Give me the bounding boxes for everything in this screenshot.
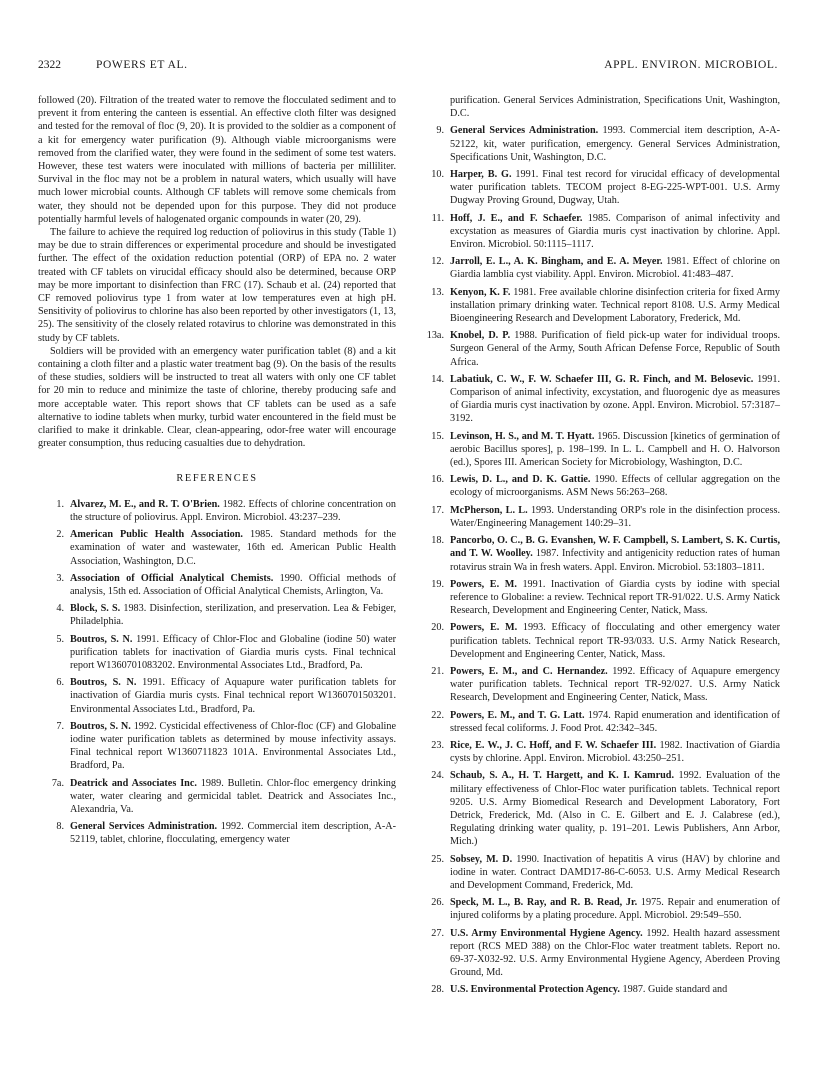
reference-authors: Deatrick and Associates Inc. (70, 777, 197, 789)
reference-text: 1993. Commercial item description, A-A-52122, kit, water purification, emergency. General Services Administration, Specifications Unit, Washington, D.C. (450, 125, 780, 163)
reference-text: 1985. Comparison of animal infectivity and excystation as measures of Giardia muris cyst inactivation by chlorine. Appl. Environ. Microbiol. 50:1115–1117. (450, 212, 781, 251)
reference-item (38, 602, 396, 628)
references-heading: REFERENCES (176, 473, 258, 485)
reference-text: 1983. Disinfection, sterilization, and preservation. Lea & Febiger, Philadelphia. (70, 603, 396, 628)
reference-text: 1992. Efficacy of Aquapure emergency water purification tablets. Technical report TR-92/027. U.S. Army Natick Research, Development and Engineering Center, Natick, Mass. (450, 665, 780, 704)
reference-number: 21. (431, 665, 444, 677)
reference-item (418, 373, 780, 426)
reference-authors: Jarroll, E. L., A. K. Bingham, and E. A. Meyer. (450, 256, 663, 268)
reference-authors: U.S. Army Environmental Hygiene Agency. (450, 927, 643, 939)
reference-text: 1975. Repair and enumeration of injured coliforms by a plating procedure. Appl. Microbiol. 29:549–550. (450, 897, 780, 922)
reference-item (38, 572, 396, 598)
reference-authors: Levinson, H. S., and M. T. Hyatt. (450, 430, 595, 442)
reference-authors: Sobsey, M. D. (450, 853, 513, 865)
reference-authors: Rice, E. W., J. C. Hoff, and F. W. Schaefer III. (450, 739, 657, 751)
reference-item (418, 212, 780, 252)
reference-number: 13. (431, 286, 444, 298)
reference-authors: Powers, E. M., and C. Hernandez. (450, 665, 608, 677)
reference-number: 27. (431, 927, 444, 939)
page-header (38, 59, 778, 75)
reference-text: 1990. Effects of cellular aggregation on the ecology of microorganisms. ASM News 56:263–268. (450, 474, 781, 499)
page-number: 2322 (38, 59, 61, 71)
reference-item (38, 676, 396, 716)
reference-item (418, 430, 780, 470)
reference-number: 22. (431, 709, 444, 721)
reference-authors: McPherson, L. L. (450, 504, 528, 516)
reference-number: 8. (56, 821, 64, 833)
reference-number: 5. (56, 633, 64, 645)
reference-authors: Knobel, D. P. (450, 330, 511, 342)
journal-name: APPL. ENVIRON. MICROBIOL. (604, 59, 778, 71)
reference-item (418, 709, 780, 735)
reference-authors: Lewis, D. L., and D. K. Gattie. (450, 474, 591, 486)
reference-number: 14. (431, 373, 444, 385)
reference-text: 1992. Health hazard assessment report (RCS MED 388) on the Chlor-Floc water treatment tablets. Report no. 69-37-X032-92. U.S. Army Environmental Hygiene Agency, Aberdeen Proving Ground, Md. (450, 927, 780, 979)
body-paragraph: Soldiers will be provided with an emergency water purification tablet (8) and a kit containing a cloth filter and a plastic water treatment bag (9). On the basis of the results of these studies, soldiers will be instructed to treat all waters with only one CF tablet for 20 min to reduce and minimize the taste of chlorine, thereby producing safe and more acceptable water. This report shows that CF tablets can be used as a safe alternative to iodine tablets when murky, turbid water encountered in the field must be clarified to make it drinkable. Clear, clean-appearing, odor-free water will encourage greater consumption, thus reducing casualties due to dehydration. (38, 345, 396, 450)
reference-item (38, 720, 396, 773)
reference-number: 18. (431, 535, 444, 547)
reference-item (418, 983, 780, 996)
reference-number: 28. (431, 984, 444, 996)
reference-authors: Powers, E. M., and T. G. Latt. (450, 709, 585, 721)
reference-item (418, 504, 780, 530)
reference-text: 1989. Bulletin. Chlor-floc emergency drinking water, water clearing and germicidal tablet. Deatrick and Associates Inc., Alexandria, Va. (70, 777, 396, 815)
reference-item (38, 498, 396, 524)
reference-item (418, 665, 780, 705)
reference-text: 1987. Guide standard and (619, 984, 728, 996)
left-column (38, 94, 396, 851)
reference-authors: Boutros, S. N. (70, 677, 137, 689)
reference-text: 1981. Effect of chlorine on Giardia lamblia cyst viability. Appl. Environ. Microbiol. 41:483–487. (450, 256, 781, 281)
reference-number: 2. (56, 529, 64, 541)
reference-text: 1991. Efficacy of Aquapure water purification tablets for inactivation of Giardia muris cysts. Final technical report W1360701503201. Environmental Associates Ltd., Bradford, Pa. (70, 677, 396, 715)
reference-authors: Hoff, J. E., and F. Schaefer. (450, 212, 583, 224)
reference-text: 1990. Official methods of analysis, 15th ed. Association of Official Analytical Chemists, Arlington, Va. (70, 572, 396, 597)
reference-item (38, 528, 396, 568)
reference-number: 4. (56, 603, 64, 615)
reference-list-right (418, 124, 780, 996)
reference-text: 1993. Understanding ORP's role in the disinfection process. Water/Engineering Management 140:29–31. (450, 504, 780, 529)
reference-text: 1990. Inactivation of hepatitis A virus (HAV) by chlorine and iodine in water. Contract DAMD17-86-C-6053. U.S. Army Medical Research and Development Command, Frederick, Md. (450, 853, 780, 891)
reference-number: 3. (56, 572, 64, 584)
reference-number: 15. (431, 430, 444, 442)
reference-text: 1988. Purification of field pick-up water for individual troops. Surgeon General of the Army, South African Defense Force, Republic of South Africa. (450, 330, 780, 368)
reference-authors: Powers, E. M. (450, 578, 517, 590)
reference-text: 1993. Efficacy of flocculating and other emergency water purification tablets. Technical report TR-93/033. U.S. Army Natick Research, Development and Engineering Center, Natick, Mass. (450, 622, 781, 660)
reference-item (418, 473, 780, 499)
reference-authors: General Services Administration. (450, 125, 599, 137)
reference-text: 1992. Cysticidal effectiveness of Chlor-floc (CF) and Globaline iodine water purification tablets as determined by mouse infectivity assays. Final technical report W1360711823 101A. Environmental Associates Ltd., Bradford, Pa. (70, 720, 396, 772)
reference-text: 1992. Evaluation of the military effectiveness of Chlor-Floc water purification tablets. Technical report 9205. U.S. Army Biomedical Research and Development Laboratory, Fort Detrick, Frederick, Md. (Also in C. E. Gilbert and E. J. Calabrese (ed.), Regulating drinking water quality, p. 191–201. Lewis Publishers, Ann Arbor, Mich.) (450, 770, 780, 848)
reference-item (418, 927, 780, 980)
reference-item (418, 534, 780, 574)
reference-authors: General Services Administration. (70, 821, 218, 833)
reference-item (418, 168, 780, 208)
reference-number: 23. (431, 739, 444, 751)
reference-item (418, 769, 780, 848)
body-paragraph: The failure to achieve the required log reduction of poliovirus in this study (Table 1) may be due to strain differences or experimental procedure and should be investigated further. The effect of the oxidation reduction potential (ORP) of EPA no. 2 water treated with CF tablets on virucidal efficacy should also be determined, because ORP may be more important to disinfection than FRC (17). Schaub et al. (24) reported that CF removed poliovirus type 1 from water at low temperatures even at high pH. Sensitivity of poliovirus to chlorine has also been reported by other investigators (1, 13, 25). The sensitivity of the closely related rotavirus to chlorine was demonstrated in this study by CF tablets. (38, 227, 396, 344)
reference-item (418, 621, 780, 661)
reference-authors: Pancorbo, O. C., B. G. Evanshen, W. F. Campbell, S. Lambert, S. K. Curtis, and T. W. Woolley. (450, 535, 780, 560)
reference-item (418, 578, 780, 618)
reference-text: 1965. Discussion [kinetics of germination of aerobic Bacillus spores], p. 198–199. In L. L. Campbell and H. O. Halvorson (ed.), Spores III. American Society for Microbiology, Washington, D.C. (450, 430, 781, 469)
reference-item (418, 739, 780, 765)
reference-text: 1991. Comparison of animal infectivity, excystation, and fluorogenic dye as measures of Giardia muris cyst inactivation by ozone. Appl. Environ. Microbiol. 57:3187–3192. (450, 373, 780, 425)
reference-item (38, 820, 396, 846)
reference-item (418, 853, 780, 893)
reference-item (38, 777, 396, 817)
reference-number: 1. (56, 498, 64, 510)
reference-text: 1982. Effects of chlorine concentration on the structure of poliovirus. Appl. Environ. Microbiol. 43:237–239. (70, 498, 396, 523)
reference-authors: Association of Official Analytical Chemists. (70, 572, 274, 584)
reference-number: 16. (431, 474, 444, 486)
reference-list-left (38, 498, 396, 847)
reference-text: 1985. Standard methods for the examination of water and wastewater, 16th ed. American Public Health Association, Washington, D.C. (70, 529, 396, 567)
reference-authors: Alvarez, M. E., and R. T. O'Brien. (70, 498, 220, 510)
reference-number: 19. (431, 578, 444, 590)
reference-authors: Boutros, S. N. (70, 633, 133, 645)
reference-authors: Schaub, S. A., H. T. Hargett, and K. I. Kamrud. (450, 770, 675, 782)
reference-text: 1981. Free available chlorine disinfection criteria for fixed Army installation primary drinking water. Technical report 8108. U.S. Army Medical Bioengineering Research and Development Laboratory, Frederick, Md. (450, 286, 780, 325)
reference-text: 1974. Rapid enumeration and identification of stressed fecal coliforms. J. Food Prot. 42:342–345. (450, 709, 780, 734)
body-paragraph: followed (20). Filtration of the treated water to remove the flocculated sediment and to prevent it from entering the canteen is essential. An effective cloth filter was designed and tested for the removal of floc (9, 20). It is provided to the soldier as a component of a kit for emergency water purification (9). Although viable microorganisms were removed from the clarified water, they were found in the sediment of some test waters. However, these test waters were inoculated with millions of bacteria per milliliter. Survival in the floc may not be a problem in natural waters, which usually will have much lower microbial counts. Although CF tablets will remove some chemicals from water, they should not be depended upon for this purpose. They did not produce potentially harmful levels of halogenated organic compounds in water (20, 29). (38, 95, 396, 225)
reference-text: 1991. Efficacy of Chlor-Floc and Globaline (iodine 50) water purification tablets for inactivation of Giardia muris cysts. Final technical report W1360701083202. Environmental Associates Ltd., Bradford, Pa. (70, 633, 396, 671)
reference-authors: Speck, M. L., B. Ray, and R. B. Read, Jr. (450, 897, 638, 909)
reference-number: 17. (431, 504, 444, 516)
reference-authors: Kenyon, K. F. (450, 286, 511, 298)
reference-number: 12. (431, 256, 444, 268)
reference-number: 25. (431, 853, 444, 865)
reference-number: 11. (431, 212, 444, 224)
reference-number: 26. (431, 897, 444, 909)
reference-number: 13a. (426, 330, 444, 342)
reference-authors: Harper, B. G. (450, 169, 512, 181)
reference-authors: American Public Health Association. (70, 529, 243, 541)
reference-authors: Powers, E. M. (450, 622, 518, 634)
reference-authors: Labatiuk, C. W., F. W. Schaefer III, G. R. Finch, and M. Belosevic. (450, 373, 754, 385)
reference-item (38, 633, 396, 673)
reference-text: 1991. Inactivation of Giardia cysts by iodine with special reference to Globaline: a review. Technical report TR-91/022. U.S. Army Natick Research, Development and Engineering Center, Natick, Mass. (450, 578, 780, 617)
reference-authors: U.S. Environmental Protection Agency. (450, 984, 620, 996)
reference-number: 6. (56, 677, 64, 689)
reference-item (418, 329, 780, 369)
reference-text: 1987. Infectivity and antigenicity reduction rates of human rotavirus strain Wa in fresh waters. Appl. Environ. Microbiol. 53:1803–1811. (450, 548, 780, 573)
reference-number: 20. (431, 622, 444, 634)
reference-number: 10. (431, 169, 444, 181)
reference-number: 7. (56, 720, 64, 732)
reference-number: 9. (436, 125, 444, 137)
reference-text: 1991. Final test record for virucidal efficacy of developmental water purification tablets. TECOM project 8-EG-225-WPT-001. U.S. Army Dugway Proving Ground, Dugway, Utah. (450, 169, 780, 207)
reference-item (418, 286, 780, 326)
reference-item (418, 124, 780, 164)
reference-authors: Block, S. S. (70, 603, 121, 615)
running-head: POWERS ET AL. (96, 59, 188, 71)
reference-item (418, 896, 780, 922)
reference-authors: Boutros, S. N. (70, 720, 131, 732)
reference-number: 24. (431, 770, 444, 782)
reference-continuation: purification. General Services Administration, Specifications Unit, Washington, D.C. (450, 95, 780, 120)
reference-text: 1982. Inactivation of Giardia cysts by chlorine. Appl. Environ. Microbiol. 43:250–251. (450, 739, 780, 765)
right-column (418, 94, 780, 1001)
reference-text: 1992. Commercial item description, A-A-52119, tablet, chlorine, flocculating, emergency water (70, 821, 396, 846)
reference-item (418, 255, 780, 281)
reference-number: 7a. (51, 777, 64, 789)
